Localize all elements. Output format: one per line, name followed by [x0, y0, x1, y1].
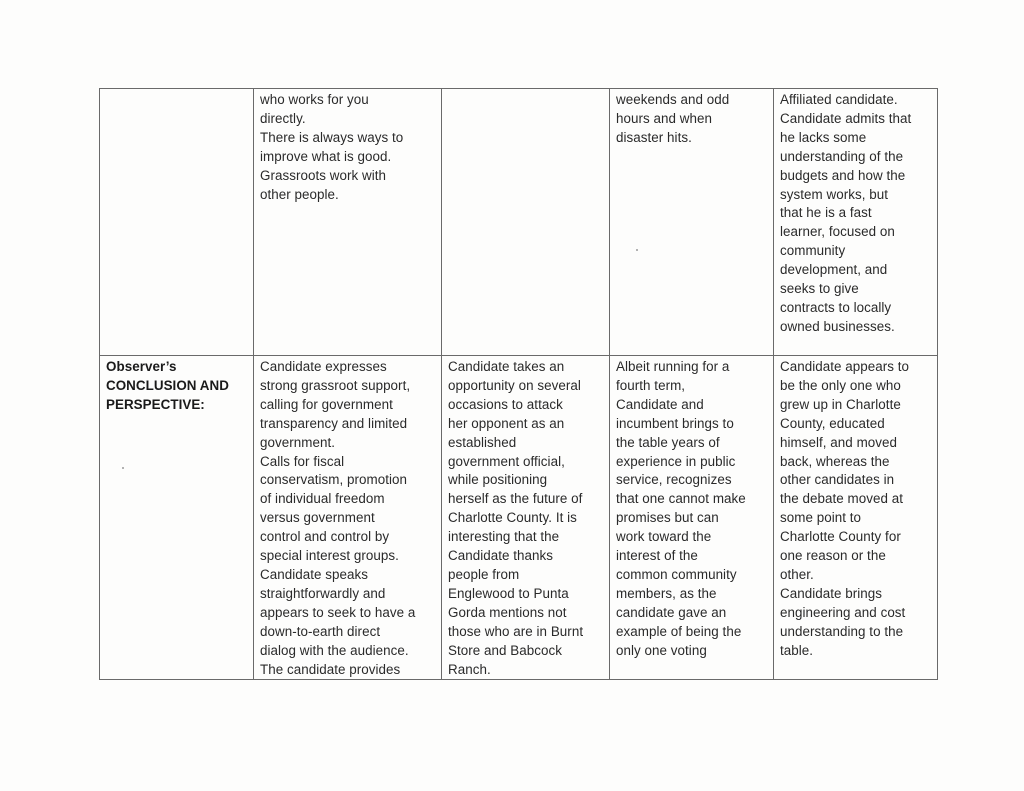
cell-text-line: her opponent as an: [448, 415, 565, 431]
cell-text-line: table.: [780, 642, 814, 658]
cell-text-line: candidate gave an: [616, 604, 727, 620]
cell-text-line: while positioning: [448, 472, 548, 488]
cell-text-line: interesting that the: [448, 529, 560, 545]
cell-text-line: weekends and odd: [616, 92, 730, 107]
cell-text-line: disaster hits.: [616, 129, 692, 145]
cell-text-line: special interest groups.: [260, 548, 399, 564]
cell-text-line: the table years of: [616, 434, 720, 450]
cell-text-line: other candidates in: [780, 472, 895, 488]
cell-text-line: Gorda mentions not: [448, 604, 567, 620]
cell-text-line: who works for you: [260, 92, 369, 107]
cell-text-line: Charlotte County. It is: [448, 510, 577, 526]
cell-text-line: promises but can: [616, 510, 719, 526]
cell-text-line: control and control by: [260, 529, 390, 545]
cell-text-line: calling for government: [260, 396, 393, 412]
cell-text-line: hours and when: [616, 110, 712, 126]
cell-text-line: Affiliated candidate.: [780, 92, 898, 107]
cell-text-line: that one cannot make: [616, 491, 746, 507]
observation-table: [99, 88, 938, 680]
cell-text-line: Candidate and: [616, 396, 704, 412]
cell-text-line: Candidate speaks: [260, 566, 368, 582]
cell-text-line: conservatism, promotion: [260, 472, 408, 488]
row1-candidate3-cell: [610, 89, 774, 356]
cell-text-line: one reason or the: [780, 548, 886, 564]
cell-text-line: County, educated: [780, 415, 885, 431]
cell-text-line: Candidate thanks: [448, 548, 554, 564]
cell-text-line: learner, focused on: [780, 224, 895, 240]
cell-text-line: dialog with the audience.: [260, 642, 409, 658]
cell-text-line: down-to-earth direct: [260, 623, 381, 639]
cell-text-line: Observer’s: [106, 359, 177, 374]
row1-candidate2-cell: [442, 89, 610, 356]
cell-text-line: Calls for fiscal: [260, 453, 345, 469]
cell-text-line: Candidate appears to: [780, 359, 910, 374]
cell-text-line: Charlotte County for: [780, 529, 901, 545]
cell-text-line: Candidate takes an: [448, 359, 565, 374]
cell-text-line: example of being the: [616, 623, 742, 639]
cell-text-line: experience in public: [616, 453, 736, 469]
table-row: [100, 356, 938, 680]
row2-candidate3-cell: [610, 356, 774, 680]
cell-text-line: interest of the: [616, 548, 698, 564]
cell-text-line: Candidate expresses: [260, 359, 387, 374]
cell-text-line: system works, but: [780, 186, 889, 202]
cell-text-line: people from: [448, 566, 520, 582]
row2-candidate2-cell: [442, 356, 610, 680]
cell-text-line: Store and Babcock: [448, 642, 562, 658]
cell-text-line: directly.: [260, 110, 306, 126]
cell-text-line: other people.: [260, 186, 339, 202]
cell-text-line: government official,: [448, 453, 565, 469]
row1-candidate1-cell: [254, 89, 442, 356]
cell-text-line: Ranch.: [448, 661, 491, 677]
cell-text-line: Candidate brings: [780, 585, 883, 601]
cell-text-line: opportunity on several: [448, 377, 581, 393]
row1-candidate4-cell: [774, 89, 938, 356]
cell-text-line: that he is a fast: [780, 205, 872, 221]
cell-text-line: appears to seek to have a: [260, 604, 416, 620]
cell-text-line: understanding to the: [780, 623, 904, 639]
cell-text-line: community: [780, 243, 846, 259]
cell-text-line: established: [448, 434, 517, 450]
cell-text-line: only one voting: [616, 642, 707, 658]
cell-text-line: improve what is good.: [260, 148, 392, 164]
cell-text-line: owned businesses.: [780, 318, 895, 334]
cell-text-line: understanding of the: [780, 148, 904, 164]
cell-text-line: Albeit running for a: [616, 359, 730, 374]
cell-text-line: engineering and cost: [780, 604, 906, 620]
cell-text-line: himself, and moved: [780, 434, 898, 450]
cell-text-line: government.: [260, 434, 335, 450]
cell-text-line: Candidate admits that: [780, 110, 912, 126]
row1-label-cell: [100, 89, 254, 356]
cell-text-line: those who are in Burnt: [448, 623, 584, 639]
cell-text-line: contracts to locally: [780, 299, 892, 315]
cell-text-line: some point to: [780, 510, 862, 526]
cell-text-line: service, recognizes: [616, 472, 732, 488]
cell-text-line: of individual freedom: [260, 491, 385, 507]
cell-text-line: grew up in Charlotte: [780, 396, 901, 412]
row2-candidate4-cell: [774, 356, 938, 680]
cell-text-line: herself as the future of: [448, 491, 583, 507]
cell-text-line: back, whereas the: [780, 453, 890, 469]
cell-text-line: budgets and how the: [780, 167, 906, 183]
cell-text-line: The candidate provides: [260, 661, 401, 677]
cell-text-line: be the only one who: [780, 377, 901, 393]
cell-text-line: There is always ways to: [260, 129, 404, 145]
row2-candidate1-cell: [254, 356, 442, 680]
cell-text-line: incumbent brings to: [616, 415, 734, 431]
scan-speck: [122, 467, 124, 469]
cell-text-line: straightforwardly and: [260, 585, 386, 601]
cell-text-line: Englewood to Punta: [448, 585, 569, 601]
conclusion-label-cell: [100, 356, 254, 680]
cell-text-line: fourth term,: [616, 377, 686, 393]
cell-text-line: common community: [616, 566, 737, 582]
cell-text-line: seeks to give: [780, 281, 859, 297]
cell-text-line: PERSPECTIVE:: [106, 396, 205, 412]
cell-text-line: other.: [780, 566, 814, 582]
cell-text-line: the debate moved at: [780, 491, 904, 507]
cell-text-line: strong grassroot support,: [260, 377, 411, 393]
cell-text-line: members, as the: [616, 585, 717, 601]
table-row: [100, 89, 938, 356]
cell-text-line: versus government: [260, 510, 375, 526]
cell-text-line: occasions to attack: [448, 396, 563, 412]
scan-speck: [636, 249, 638, 251]
cell-text-line: work toward the: [616, 529, 712, 545]
cell-text-line: Grassroots work with: [260, 167, 387, 183]
cell-text-line: development, and: [780, 262, 888, 278]
cell-text-line: transparency and limited: [260, 415, 408, 431]
cell-text-line: he lacks some: [780, 129, 867, 145]
cell-text-line: CONCLUSION AND: [106, 377, 229, 393]
